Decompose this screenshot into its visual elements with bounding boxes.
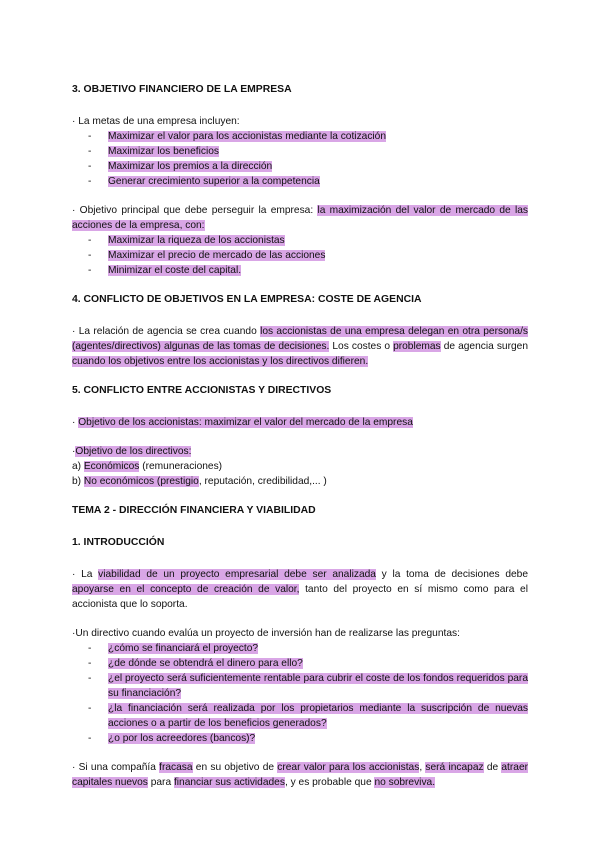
principal-list	[72, 233, 528, 278]
directors-objective: ·Objetivo de los directivos:	[72, 446, 192, 457]
value-creation-paragraph: · Si una compañía fracasa en su objetivo de crear valor para los accionistas, será incapaz de atraer capitales nuevos para financiar sus actividades, y es probable que no sobreviva.	[72, 762, 529, 788]
list-item: - Generar crecimiento superior a la competencia	[72, 174, 528, 189]
viability-paragraph: · La viabilidad de un proyecto empresarial debe ser analizada y la toma de decisiones debe apoyarse en el concepto de creación de valor, tanto del proyecto en sí mismo como para el accionista que lo soporta.	[72, 569, 528, 610]
list-item: - Maximizar el valor para los accionistas mediante la cotización	[72, 129, 528, 144]
list-item: - ¿de dónde se obtendrá el dinero para ello?	[72, 656, 528, 671]
shareholders-objective: · Objetivo de los accionistas: maximizar el valor del mercado de la empresa	[72, 417, 413, 428]
list-item: - Maximizar los beneficios	[72, 144, 528, 159]
list-item: - Minimizar el coste del capital.	[72, 263, 528, 278]
list-item: - Maximizar los premios a la dirección	[72, 159, 528, 174]
section-5-title: 5. CONFLICTO ENTRE ACCIONISTAS Y DIRECTIVOS	[72, 385, 332, 396]
principal-objective: · Objetivo principal que debe perseguir la empresa: la maximización del valor de mercado de las acciones de la empresa, con:	[72, 205, 528, 231]
questions-intro: ·Un directivo cuando evalúa un proyecto de inversión han de realizarse las preguntas:	[72, 628, 460, 639]
directors-item-a: a) Económicos (remuneraciones)	[72, 461, 223, 472]
list-item: - Maximizar la riqueza de los accionistas	[72, 233, 528, 248]
document-page	[72, 82, 528, 790]
directors-item-b: b) No económicos (prestigio, reputación, credibilidad,... )	[72, 476, 327, 487]
goals-intro: · La metas de una empresa incluyen:	[72, 116, 240, 127]
section-4-title: 4. CONFLICTO DE OBJETIVOS EN LA EMPRESA: COSTE DE AGENCIA	[72, 294, 422, 305]
list-item: - ¿la financiación será realizada por los propietarios mediante la suscripción de nuevas acciones o a partir de los beneficios generados?	[72, 701, 528, 731]
tema-2-title: TEMA 2 - DIRECCIÓN FINANCIERA Y VIABILIDAD	[72, 505, 316, 516]
agency-paragraph: · La relación de agencia se crea cuando los accionistas de una empresa delegan en otra persona/s (agentes/directivos) algunas de las tomas de decisiones. Los costes o problemas de agencia surgen cuando los objetivos entre los accionistas y los directivos difieren.	[72, 326, 528, 367]
list-item: - Maximizar el precio de mercado de las acciones	[72, 248, 528, 263]
introduction-title: 1. INTRODUCCIÓN	[72, 537, 165, 548]
list-item: - ¿cómo se financiará el proyecto?	[72, 641, 528, 656]
goals-list	[72, 129, 528, 189]
section-3-title: 3. OBJETIVO FINANCIERO DE LA EMPRESA	[72, 84, 292, 95]
list-item: - ¿el proyecto será suficientemente rentable para cubrir el coste de los fondos requeridos para su financiación?	[72, 671, 528, 701]
list-item: - ¿o por los acreedores (bancos)?	[72, 731, 528, 746]
questions-list	[72, 641, 528, 746]
